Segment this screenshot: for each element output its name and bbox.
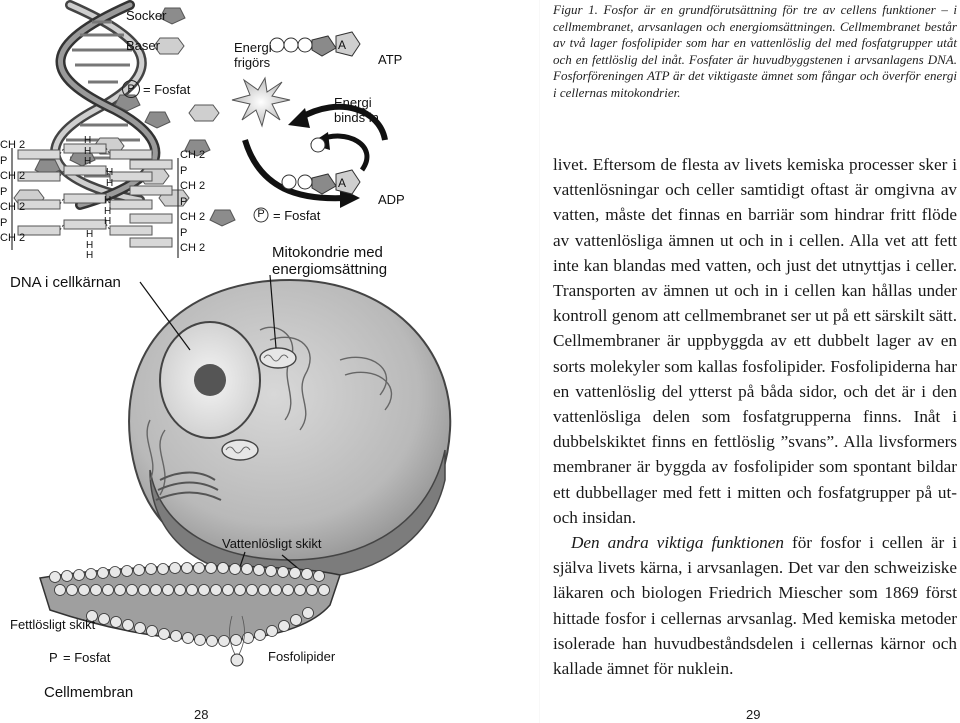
energy-stored-label: Energi binds in bbox=[334, 95, 379, 125]
hydrogen-labels-4: H H H bbox=[86, 229, 94, 261]
sugar-label: Socker bbox=[126, 8, 167, 23]
phosphate-symbol-energy: P bbox=[257, 208, 265, 220]
phosphate-symbol-dna: P bbox=[122, 80, 140, 98]
hydrogen-labels-1: H H H bbox=[84, 135, 92, 167]
bases-label: Baser bbox=[126, 38, 160, 53]
page-number-left: 28 bbox=[194, 707, 209, 722]
phosphate-symbol-membrane: P bbox=[49, 650, 58, 665]
cell-body bbox=[129, 280, 450, 580]
adp-label: ADP bbox=[378, 192, 405, 207]
membrane-title: Cellmembran bbox=[44, 684, 134, 701]
phosphate-legend-energy: = Fosfat bbox=[273, 208, 321, 223]
figure-caption: Figur 1. Fosfor är en grundförutsättning för tre av cellens funktioner – i cellmembranet, arvsanlagen och energiomsättningen. Cellmembranet består av två lager fosfolipider som har en vattenlöslig del med fosfatgrupper utåt och en fettlöslig del inåt. Fosfater är huvudbyggstenen i arvsanlagens DNA. Fosforföreningen ATP är det viktigaste ämnet som fångar och överför energi i cellernas mitokondrier. bbox=[553, 2, 957, 100]
paragraph-1: livet. Eftersom de flesta av livets kemiska processer sker i vattenlösningar och celler samtidigt oftast är omgivna av vatten, måste det finnas en barriär som hindrar fritt flöde av vattenlösliga ämnen ut och in i cellen. Alla vet att fett inte kan blandas med vatten, och just det utnyttjas i celler. Transporten av ämnen ut och in i cellen kan hållas under kontroll genom att cellmembranet ser ut på ett särskilt sätt. Cellmembraner är uppbyggda av ett dubbelt lager av en sorts molekyler som kallas fosfolipider. Fosfolipiderna har en vattenlöslig del ytterst på båda sidor, och det är i den vattenlösliga delen som fosfatgrupperna finns. Inåt i dubbelskiktet finns en fettlöslig ”svans”. Alla livsformers membraner är byggda av fosfolipider som spontant bildar ett dubbellager med fett i mitten och fosfatgrupper på ut- och insidan. bbox=[553, 155, 957, 527]
hydrogen-labels-2: H H bbox=[106, 167, 114, 189]
atp-label: ATP bbox=[378, 52, 403, 67]
dna-title: DNA i cellkärnan bbox=[10, 274, 121, 291]
paragraph-2-text: för fosfor i cellen är i själva livets kärna, i arvsanlagen. Det var den schweiziske läkaren och biologen Friedrich Miescher som 1869 först hittade fosfor i cellernas arvsanlag. Med kemiska metoder isolerade han huvudbeståndsdelen i cellernas kärnor och kallade ämnet för nuklein. bbox=[553, 533, 957, 679]
body-text bbox=[553, 152, 957, 681]
mitochondria-title: Mitokondrie med energiomsättning bbox=[272, 244, 388, 278]
energy-released-label: Energi frigörs bbox=[234, 40, 272, 70]
fat-layer-label: Fettlösligt skikt bbox=[10, 617, 96, 632]
phosphate-legend-membrane: = Fosfat bbox=[63, 650, 111, 665]
adenine-label-atp: A bbox=[338, 38, 347, 52]
dna-backbone-right: CH 2 P CH 2 P CH 2 P CH 2 bbox=[180, 149, 206, 254]
page-number-right: 29 bbox=[746, 707, 761, 722]
dna-backbone-left: CH 2 P CH 2 P CH 2 P CH 2 bbox=[0, 139, 26, 244]
paragraph-2 bbox=[553, 530, 957, 681]
hydrogen-labels-3: H H H bbox=[104, 195, 112, 227]
phospholipids-label: Fosfolipider bbox=[268, 649, 336, 664]
paragraph-2-emphasis: Den andra viktiga funktionen bbox=[571, 533, 784, 553]
energy-burst-icon bbox=[232, 78, 290, 126]
water-layer-label: Vattenlösligt skikt bbox=[222, 536, 322, 551]
adenine-label-adp: A bbox=[338, 176, 347, 190]
phosphate-legend-dna: = Fosfat bbox=[143, 82, 191, 97]
